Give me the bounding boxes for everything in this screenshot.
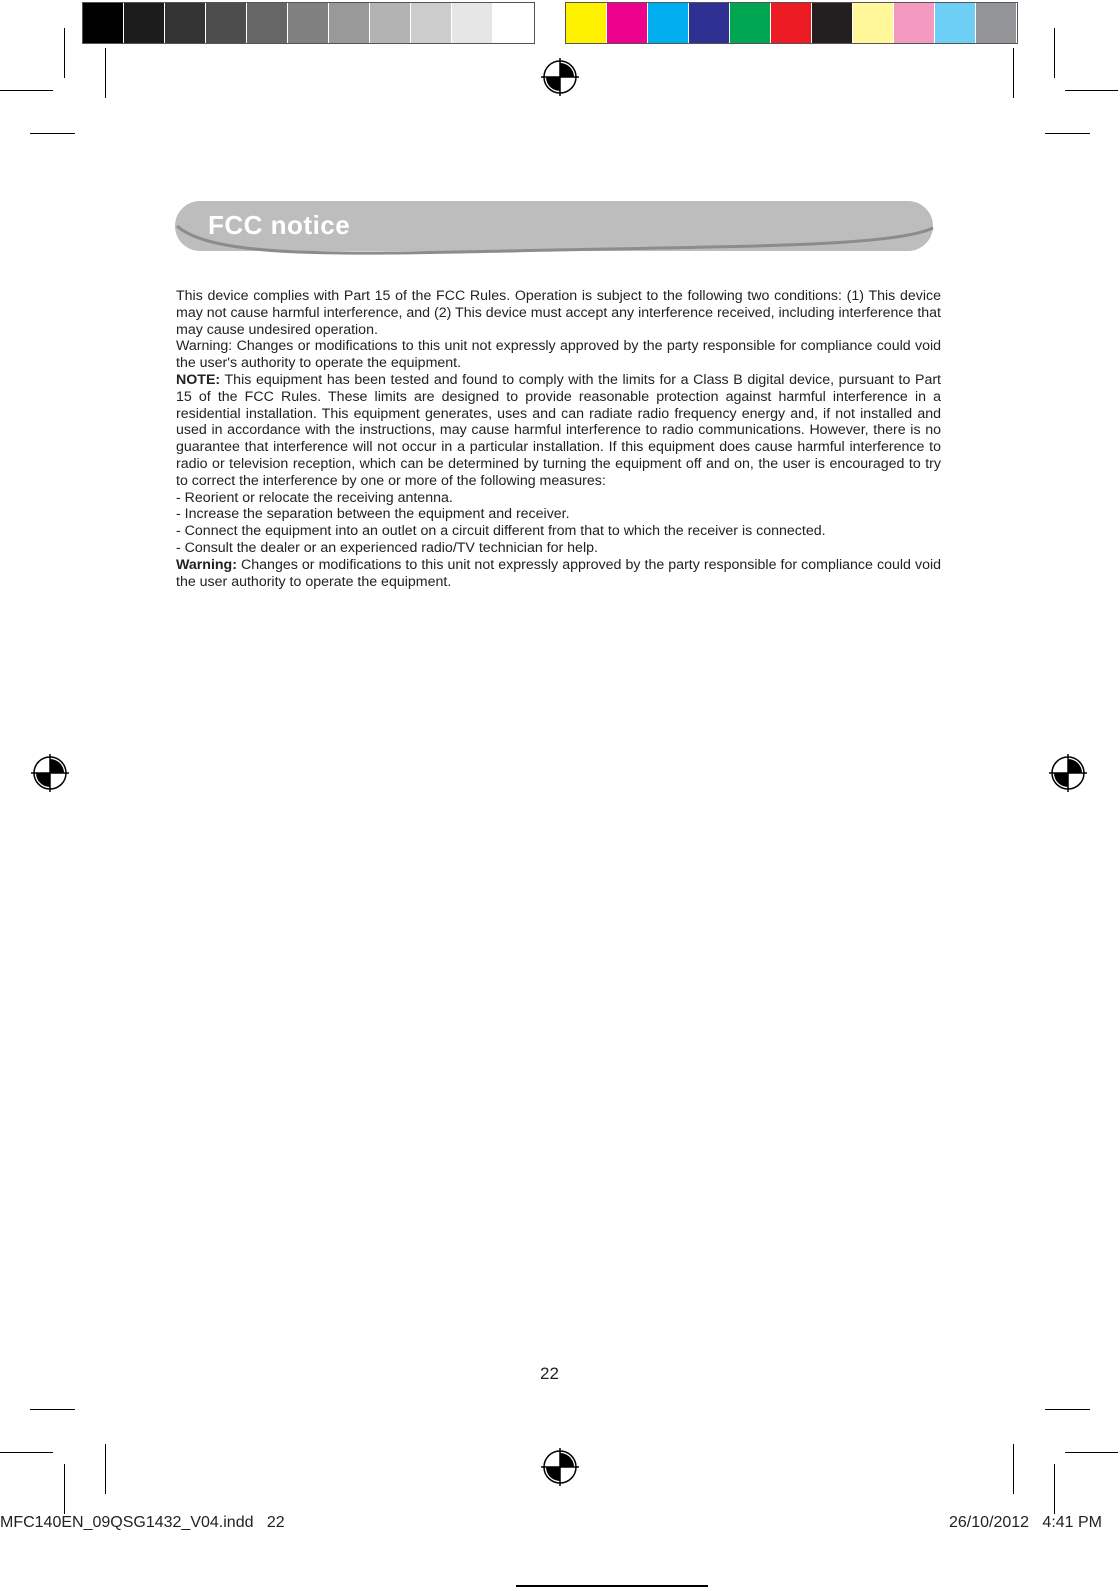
color-swatch bbox=[689, 3, 730, 43]
crop-mark bbox=[1045, 1409, 1090, 1410]
note-label: NOTE: bbox=[176, 371, 221, 388]
color-swatch bbox=[935, 3, 976, 43]
crop-mark bbox=[105, 48, 106, 98]
crop-mark bbox=[30, 133, 75, 134]
measure-item: - Increase the separation between the equipment and receiver. bbox=[176, 506, 570, 523]
color-swatch bbox=[452, 3, 493, 43]
crop-mark bbox=[1054, 1464, 1055, 1514]
crop-mark bbox=[1065, 90, 1118, 91]
color-swatch bbox=[976, 3, 1017, 43]
crop-mark bbox=[1065, 1452, 1118, 1453]
print-slug-filename: MFC140EN_09QSG1432_V04.indd 22 bbox=[0, 1514, 285, 1531]
color-swatch bbox=[370, 3, 411, 43]
measure-item: - Reorient or relocate the receiving antenna. bbox=[176, 489, 453, 506]
color-swatch bbox=[124, 3, 165, 43]
note-paragraph bbox=[176, 372, 941, 490]
color-swatch bbox=[206, 3, 247, 43]
page-number: 22 bbox=[540, 1364, 559, 1383]
crop-mark bbox=[1013, 48, 1014, 98]
color-swatch bbox=[607, 3, 648, 43]
page-title: FCC notice bbox=[208, 210, 351, 240]
crop-mark bbox=[64, 1464, 65, 1514]
color-swatch bbox=[411, 3, 452, 43]
registration-mark-icon bbox=[541, 58, 579, 96]
compliance-paragraph: This device complies with Part 15 of the FCC Rules. Operation is subject to the following two conditions: (1) This device may not cause harmful interference, and (2) This device must accept any interference received, including interference that may cause undesired operation. bbox=[176, 288, 941, 338]
color-swatch bbox=[83, 3, 124, 43]
color-swatch bbox=[771, 3, 812, 43]
warning-label: Warning: bbox=[176, 556, 237, 573]
crop-mark bbox=[0, 90, 53, 91]
crop-mark bbox=[1045, 133, 1090, 134]
measure-item: - Consult the dealer or an experienced radio/TV technician for help. bbox=[176, 539, 598, 556]
color-swatch bbox=[648, 3, 689, 43]
crop-mark bbox=[105, 1444, 106, 1494]
color-swatch bbox=[894, 3, 935, 43]
warning-label: Warning: bbox=[176, 338, 233, 355]
warning-text: Changes or modifications to this unit not expressly approved by the party responsible for compliance could void the user's authority to operate the equipment. bbox=[176, 338, 941, 372]
color-swatch bbox=[566, 3, 607, 43]
warning-paragraph bbox=[176, 338, 941, 372]
fcc-notice-body bbox=[176, 288, 941, 590]
color-swatch bbox=[853, 3, 894, 43]
registration-mark-icon bbox=[31, 754, 69, 792]
color-swatch bbox=[165, 3, 206, 43]
note-text: This equipment has been tested and found to comply with the limits for a Class B digital device, pursuant to Part 15 of the FCC Rules. These limits are designed to provide reasonable protection against harmful interference in a residential installation. This equipment generates, uses and can radiate radio frequency energy and, if not installed and used in accordance with the instructions, may cause harmful interference to radio communications. However, there is no guarantee that interference will not occur in a particular installation. If this equipment does cause harmful interference to radio or television reception, which can be determined by turning the equipment off and on, the user is encouraged to try to correct the interference by one or more of the following measures: bbox=[176, 371, 941, 489]
crop-mark bbox=[1013, 1444, 1014, 1494]
registration-mark-icon bbox=[541, 1448, 579, 1486]
measure-item: - Connect the equipment into an outlet on a circuit different from that to which the receiver is connected. bbox=[176, 523, 826, 540]
grayscale-color-bar bbox=[83, 3, 534, 43]
print-slug-timestamp: 26/10/2012 4:41 PM bbox=[949, 1514, 1102, 1531]
crop-mark bbox=[64, 28, 65, 78]
bottom-rule bbox=[516, 1585, 708, 1587]
color-swatch bbox=[493, 3, 534, 43]
color-swatch bbox=[288, 3, 329, 43]
crop-mark bbox=[30, 1409, 75, 1410]
registration-mark-icon bbox=[1049, 754, 1087, 792]
color-swatch bbox=[329, 3, 370, 43]
color-swatch bbox=[247, 3, 288, 43]
warning-paragraph bbox=[176, 557, 941, 591]
crop-mark bbox=[1054, 28, 1055, 78]
color-swatch bbox=[730, 3, 771, 43]
crop-mark bbox=[0, 1452, 53, 1453]
color-swatch bbox=[812, 3, 853, 43]
process-color-bar bbox=[566, 3, 1017, 43]
warning-text: Changes or modifications to this unit not expressly approved by the party responsible for compliance could void the user authority to operate the equipment. bbox=[176, 556, 941, 590]
